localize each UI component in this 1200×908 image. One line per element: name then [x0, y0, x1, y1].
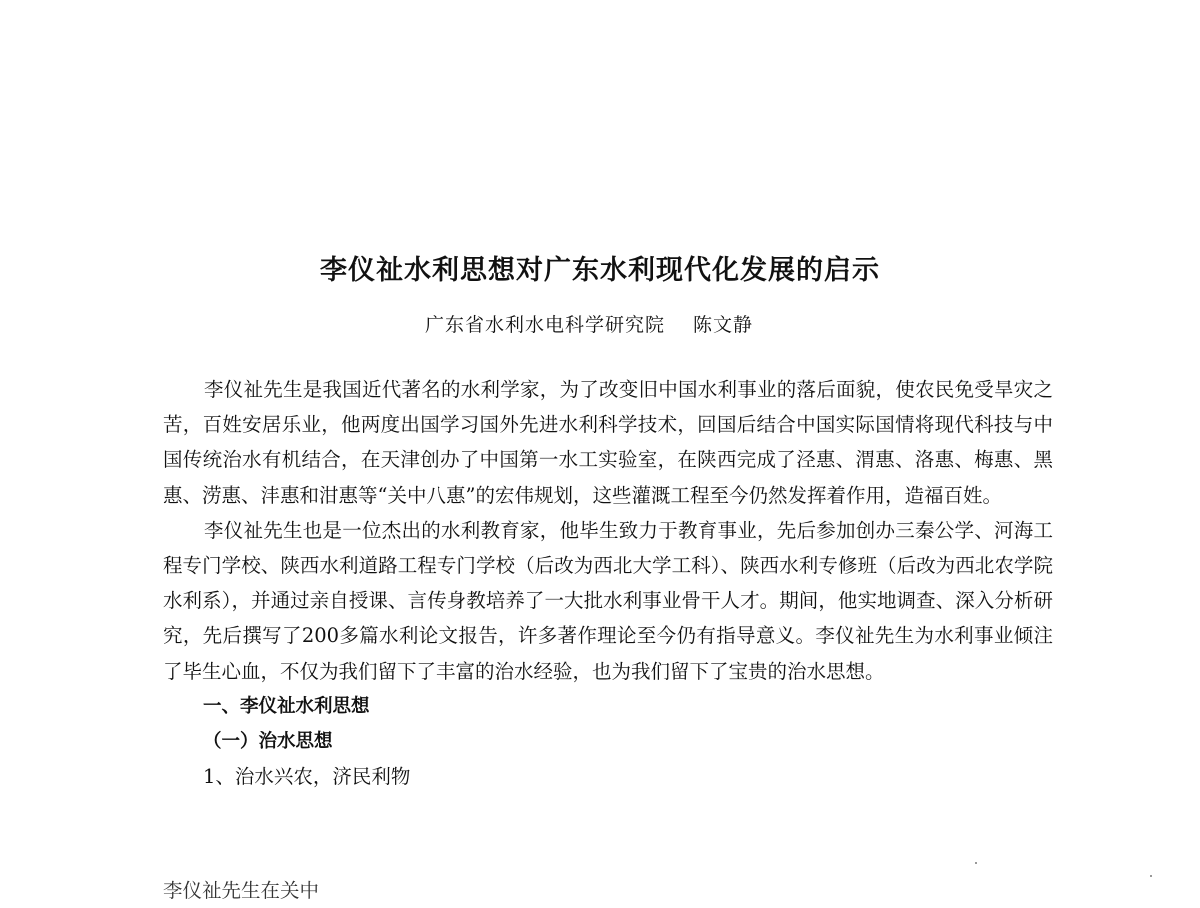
- document-title: 李仪祉水利思想对广东水利现代化发展的启示: [320, 255, 880, 286]
- scan-speck: [1150, 875, 1152, 877]
- list-item-1: 1、治水兴农，济民利物: [203, 765, 411, 789]
- subsection-heading: （一）治水思想: [203, 731, 333, 753]
- cut-off-line: 李仪祉先生在关中: [163, 879, 320, 902]
- section-heading: 一、李仪祉水利思想: [203, 695, 370, 717]
- document-body: [163, 372, 1053, 794]
- author-affiliation: 广东省水利水电科学研究院: [425, 314, 666, 336]
- author-line: [425, 310, 753, 337]
- author-name: 陈文静: [693, 314, 754, 336]
- body-paragraph-1: 李仪祉先生是我国近代著名的水利学家，为了改变旧中国水利事业的落后面貌，使农民免受旱灾之苦，百姓安居乐业，他两度出国学习国外先进水利科学技术，回国后结合中国实际国情将现代科技与中国传统治水有机结合，在天津创办了中国第一水工实验室，在陕西完成了泾惠、渭惠、洛惠、梅惠、黑惠、涝惠、沣惠和泔惠等“关中八惠”的宏伟规划，这些灌溉工程至今仍然发挥着作用，造福百姓。: [163, 378, 1053, 507]
- scan-speck: [975, 862, 977, 864]
- body-paragraph-2: 李仪祉先生也是一位杰出的水利教育家，他毕生致力于教育事业，先后参加创办三秦公学、河海工程专门学校、陕西水利道路工程专门学校（后改为西北大学工科）、陕西水利专修班（后改为西北农学院水利系），并通过亲自授课、言传身教培养了一大批水利事业骨干人才。期间，他实地调查、深入分析研究，先后撰写了200多篇水利论文报告，许多著作理论至今仍有指导意义。李仪祉先生为水利事业倾注了毕生心血，不仅为我们留下了丰富的治水经验，也为我们留下了宝贵的治水思想。: [163, 518, 1053, 683]
